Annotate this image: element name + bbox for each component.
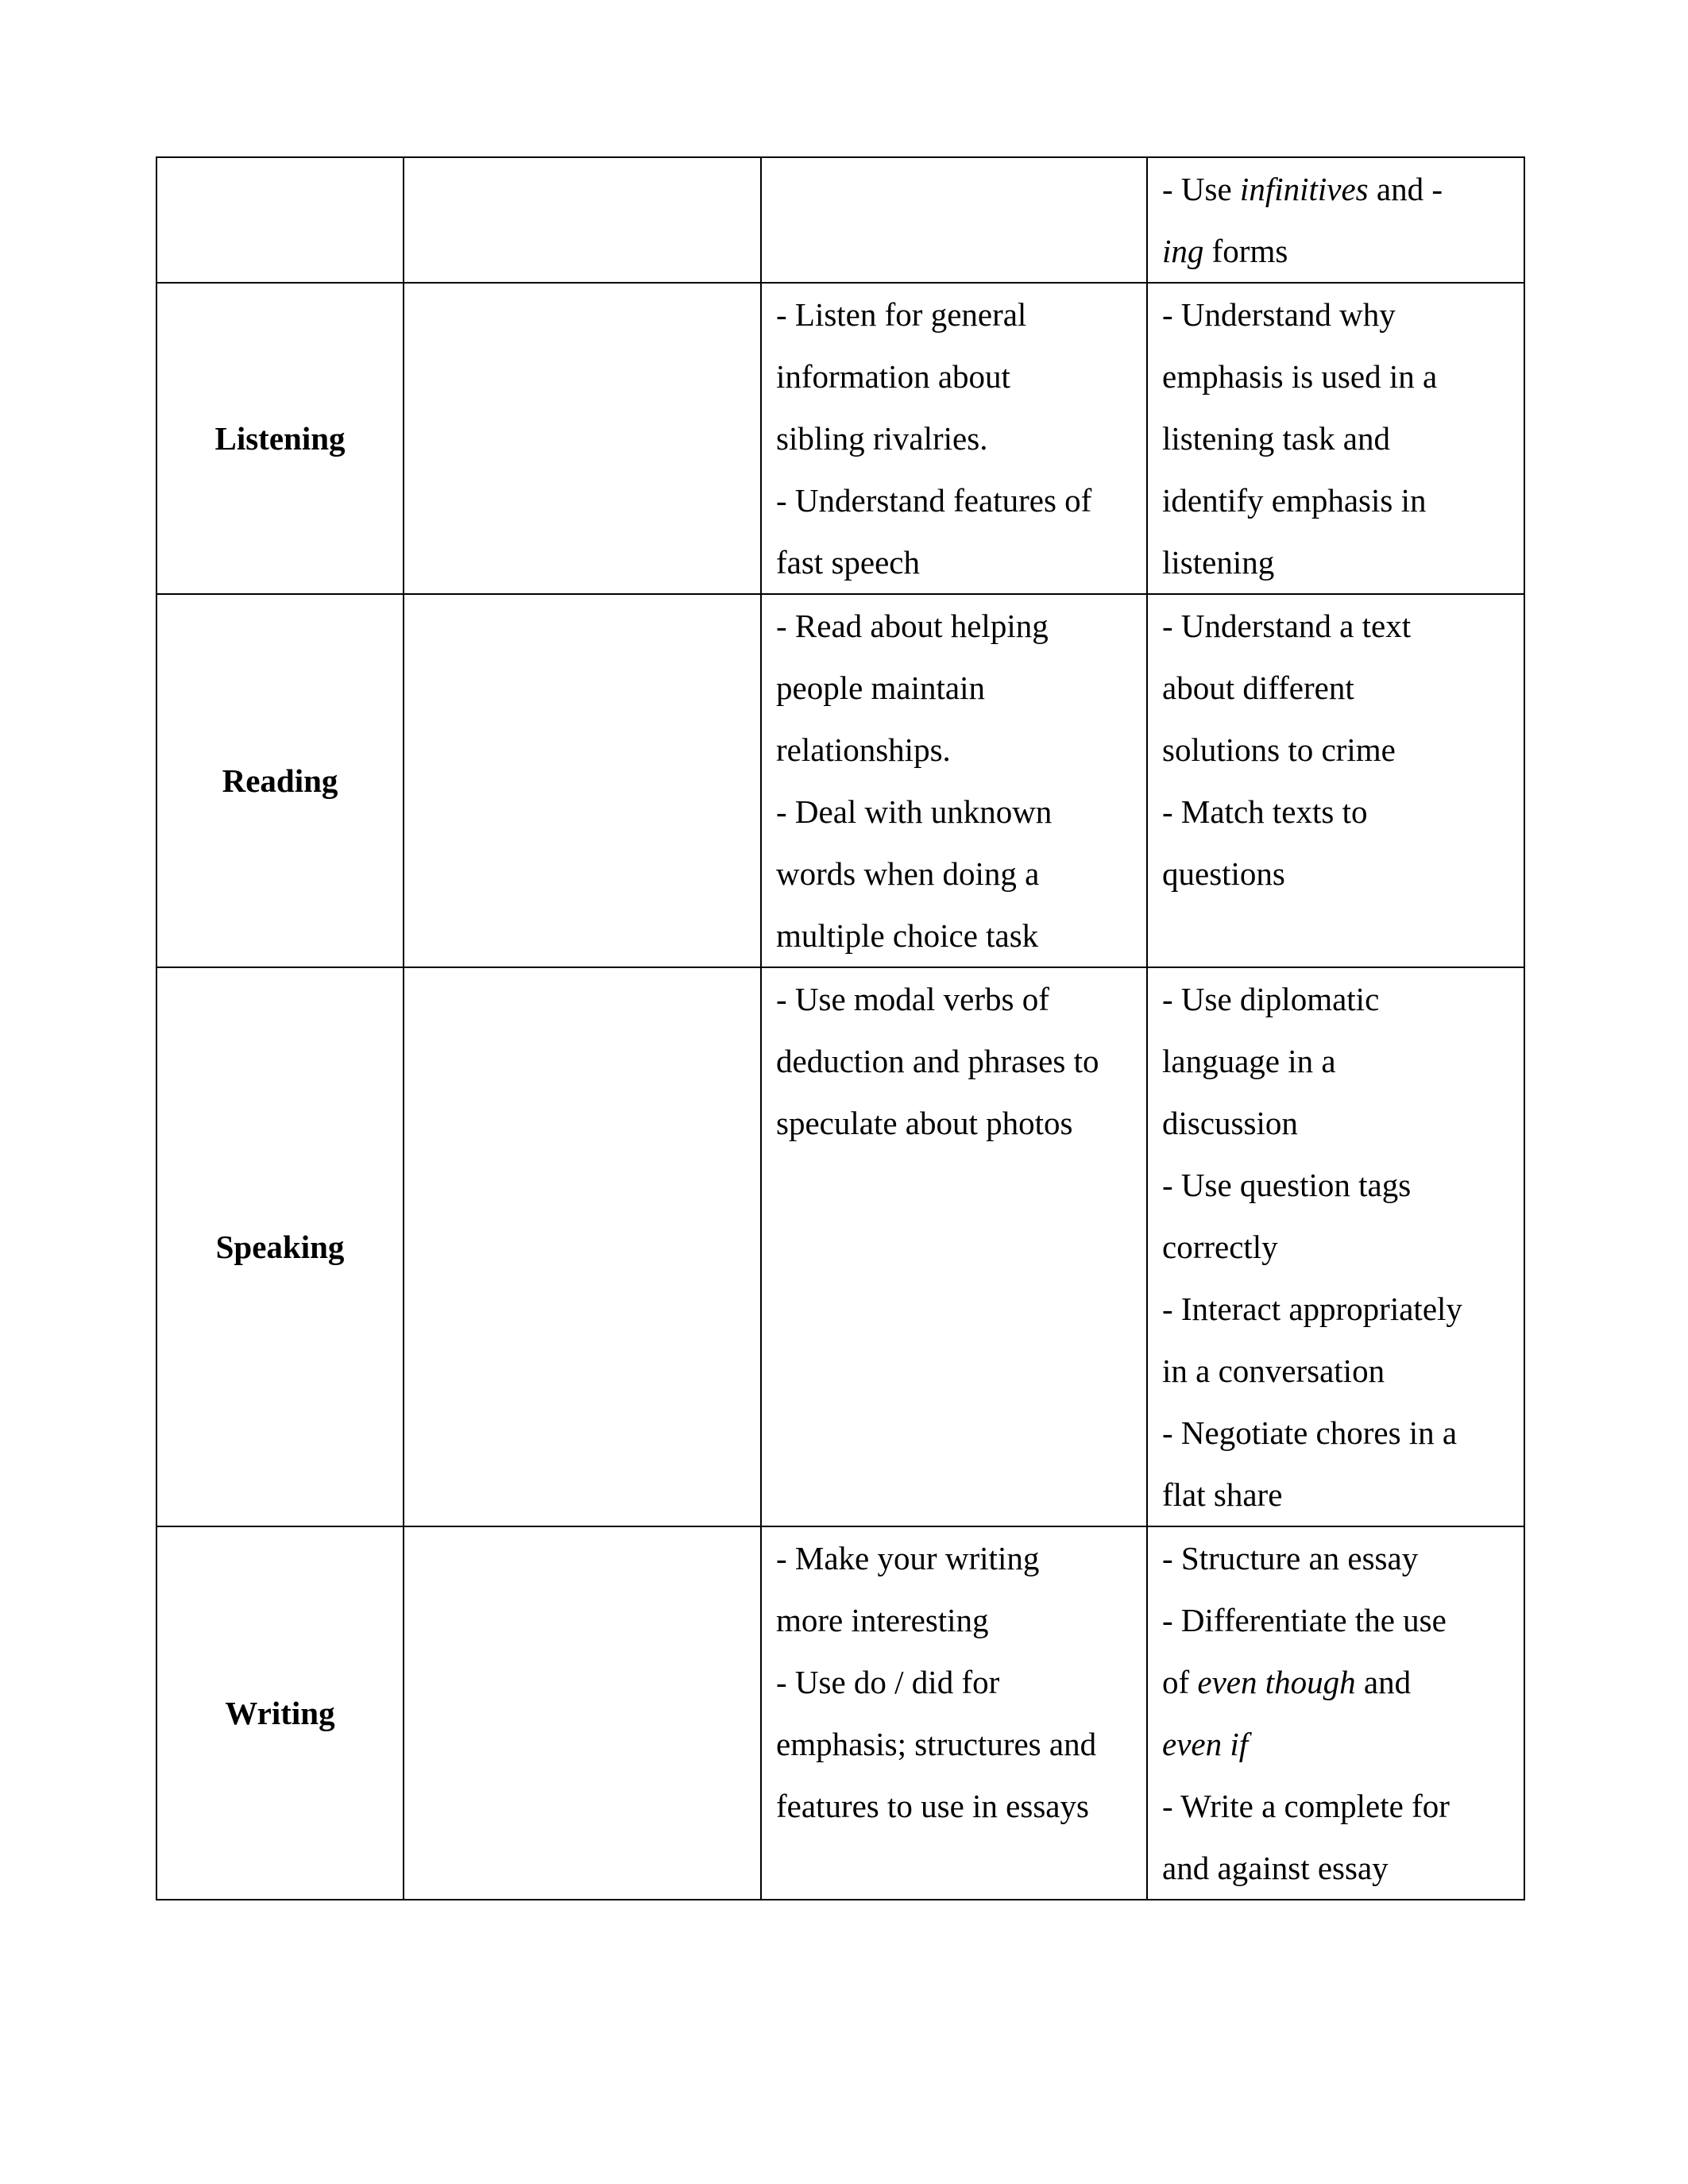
skill-cell-listening: Listening: [156, 283, 404, 594]
empty-cell: [404, 157, 761, 283]
objectives-cell: - Make your writing more interesting - Use do / did for emphasis; structures and features to use in essays: [761, 1526, 1147, 1900]
empty-cell: [404, 283, 761, 594]
skill-cell-reading: Reading: [156, 594, 404, 967]
skill-cell: [156, 157, 404, 283]
objectives-cell: - Understand why emphasis is used in a listening task and identify emphasis in listening: [1147, 283, 1524, 594]
skill-cell-speaking: Speaking: [156, 967, 404, 1526]
syllabus-table: [156, 156, 1525, 1900]
objectives-cell: - Use diplomatic language in a discussion - Use question tags correctly - Interact appropriately in a conversation - Negotiate chores in a flat share: [1147, 967, 1524, 1526]
skill-cell-writing: Writing: [156, 1526, 404, 1900]
objectives-cell: - Use infinitives and - ing forms: [1147, 157, 1524, 283]
table-row: [156, 967, 1524, 1526]
objectives-cell: - Structure an essay - Differentiate the use of even though and even if - Write a complete for and against essay: [1147, 1526, 1524, 1900]
empty-cell: [404, 967, 761, 1526]
objectives-cell: - Understand a text about different solutions to crime - Match texts to questions: [1147, 594, 1524, 967]
objectives-cell: - Read about helping people maintain relationships. - Deal with unknown words when doing a multiple choice task: [761, 594, 1147, 967]
objectives-cell: [761, 157, 1147, 283]
empty-cell: [404, 594, 761, 967]
table-row: [156, 157, 1524, 283]
empty-cell: [404, 1526, 761, 1900]
objectives-cell: - Use modal verbs of deduction and phrases to speculate about photos: [761, 967, 1147, 1526]
table-row: [156, 1526, 1524, 1900]
table-row: [156, 283, 1524, 594]
table-row: [156, 594, 1524, 967]
objectives-cell: - Listen for general information about sibling rivalries. - Understand features of fast speech: [761, 283, 1147, 594]
